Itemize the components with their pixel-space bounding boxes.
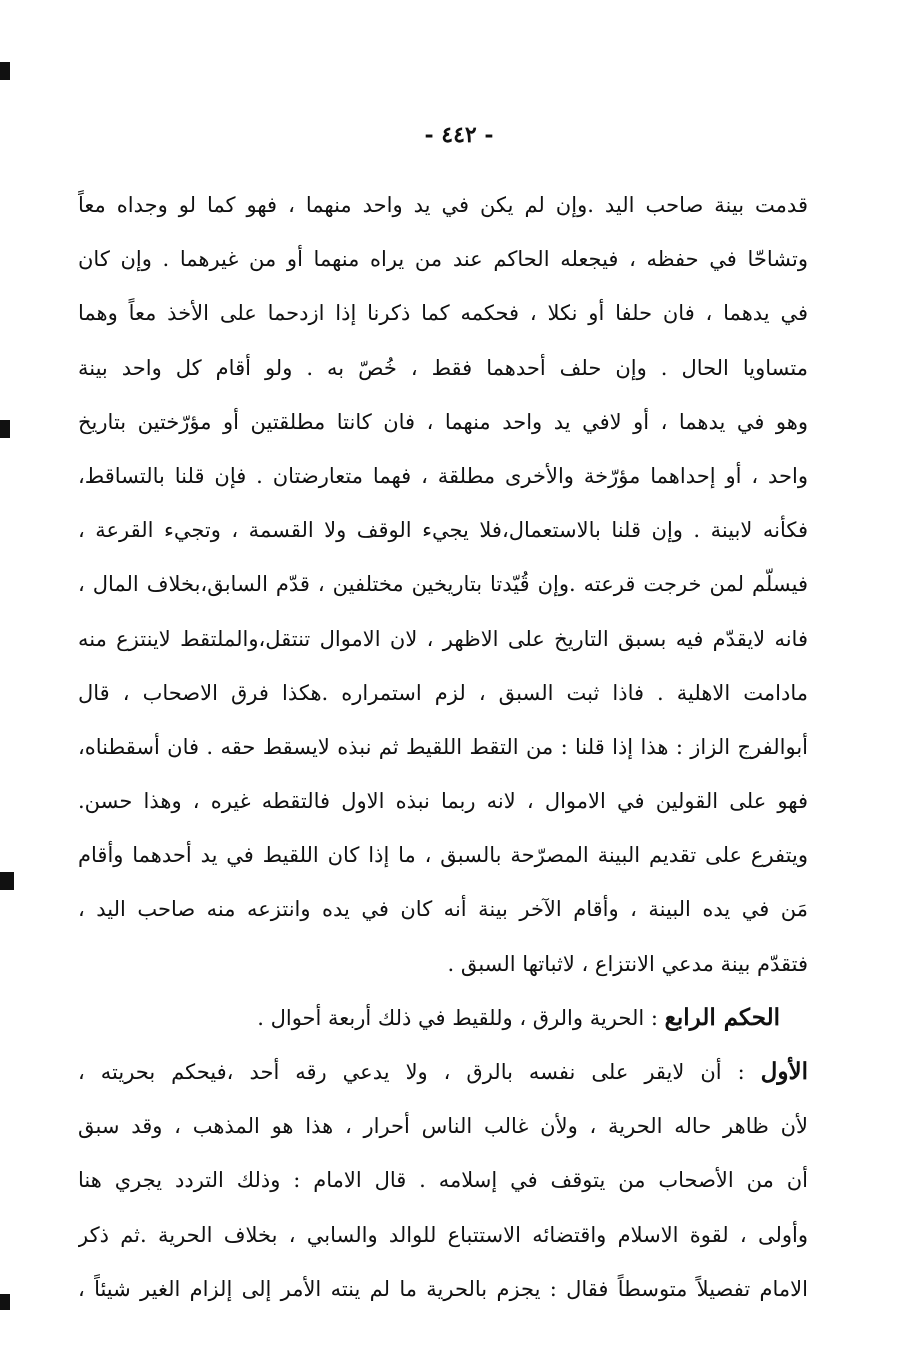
- text-line: [78, 612, 808, 666]
- text-line: [78, 178, 808, 232]
- line-text: وأولى ، لقوة الاسلام واقتضائه الاستتباع للوالد والسابي ، بخلاف الحرية .ثم ذكر: [78, 1222, 808, 1247]
- line-text: فهو على القولين في الاموال ، لانه ربما نبذه الاول فالتقطه غيره ، وهذا حسن.: [78, 789, 808, 814]
- line-text: مادامت الاهلية . فاذا ثبت السبق ، لزم استمراره .هكذا فرق الاصحاب ، قال: [78, 680, 808, 705]
- line-text: واحد ، أو إحداهما مؤرّخة والأخرى مطلقة ، فهما متعارضتان . فإن قلنا بالتساقط،: [78, 463, 808, 488]
- line-text: فكأنه لابينة . وإن قلنا بالاستعمال،فلا يجيء الوقف ولا القسمة ، وتجيء القرعة ،: [78, 518, 808, 543]
- scan-edge-mark: [0, 872, 14, 890]
- text-line: [78, 720, 808, 774]
- text-line: [78, 557, 808, 611]
- line-text: متساويا الحال . وإن حلف أحدهما فقط ، خُصّ به . ولو أقام كل واحد بينة: [78, 355, 808, 380]
- scan-edge-mark: [0, 62, 10, 80]
- line-text: : الحرية والرق ، وللقيط في ذلك أربعة أحوال .: [257, 1005, 665, 1030]
- line-text: أن من الأصحاب من يتوقف في إسلامه . قال الامام : وذلك التردد يجري هنا: [78, 1168, 808, 1193]
- line-text: فانه لايقدّم فيه بسبق التاريخ على الاظهر ، لان الاموال تنتقل،والملتقط لاينتزع منه: [78, 626, 808, 651]
- line-text: الامام تفصيلاً متوسطاً فقال : يجزم بالحرية ما لم ينته الأمر إلى إلزام الغير شيئاً ،: [78, 1276, 808, 1301]
- text-line: [78, 449, 808, 503]
- text-line: [78, 1208, 808, 1262]
- line-text: أبوالفرج الزاز : هذا إذا قلنا : من التقط اللقيط ثم نبذه لايسقط حقه . فان أسقطناه،: [78, 734, 808, 759]
- text-line: [78, 232, 808, 286]
- text-line: [78, 937, 808, 991]
- line-text: : أن لايقر على نفسه بالرق ، ولا يدعي رقه أحد ،فيحكم بحريته ،: [78, 1060, 761, 1084]
- line-text: ويتفرع على تقديم البينة المصرّحة بالسبق ، ما إذا كان اللقيط في يد أحدهما وأقام: [78, 843, 808, 868]
- scan-edge-mark: [0, 1294, 10, 1310]
- text-line: [78, 666, 808, 720]
- text-line: [78, 395, 808, 449]
- body-text: [78, 178, 808, 1316]
- page-number: - ٤٤٢ -: [424, 122, 494, 148]
- line-text: وهو في يدهما ، أو لافي يد واحد منهما ، فان كانتا مطلقتين أو مؤرّختين بتاريخ: [78, 409, 808, 434]
- text-line: [78, 774, 808, 828]
- text-line: [78, 341, 808, 395]
- line-text: لأن ظاهر حاله الحرية ، ولأن غالب الناس أحرار ، هذا هو المذهب ، وقد سبق: [78, 1114, 808, 1139]
- line-text: فيسلّم لمن خرجت قرعته .وإن قُيّدتا بتاريخين مختلفين ، قدّم السابق،بخلاف المال ،: [78, 572, 808, 597]
- line-text: مَن في يده البينة ، وأقام الآخر بينة أنه كان في يده وانتزعه منه صاحب اليد ،: [78, 897, 808, 922]
- line-text: وتشاحّا في حفظه ، فيجعله الحاكم عند من يراه منهما أو من غيرهما . وإن كان: [78, 247, 808, 272]
- text-line: [78, 991, 808, 1045]
- text-line: [78, 1262, 808, 1316]
- text-line: [78, 1153, 808, 1207]
- text-line: [78, 1045, 808, 1099]
- text-line: [78, 503, 808, 557]
- text-line: [78, 286, 808, 340]
- text-line: [78, 882, 808, 936]
- scan-edge-mark: [0, 420, 10, 438]
- text-line: [78, 1099, 808, 1153]
- text-line: [78, 828, 808, 882]
- line-text: فتقدّم بينة مدعي الانتزاع ، لاثباتها السبق .: [447, 951, 808, 976]
- line-text: في يدهما ، فان حلفا أو نكلا ، فحكمه كما ذكرنا إذا ازدحما على الأخذ معاً وهما: [78, 301, 808, 326]
- section-heading: الحكم الرابع: [664, 1003, 780, 1031]
- line-text: قدمت بينة صاحب اليد .وإن لم يكن في يد واحد منهما ، فهو كما لو وجداه معاً: [78, 193, 808, 217]
- section-heading: الأول: [760, 1058, 808, 1085]
